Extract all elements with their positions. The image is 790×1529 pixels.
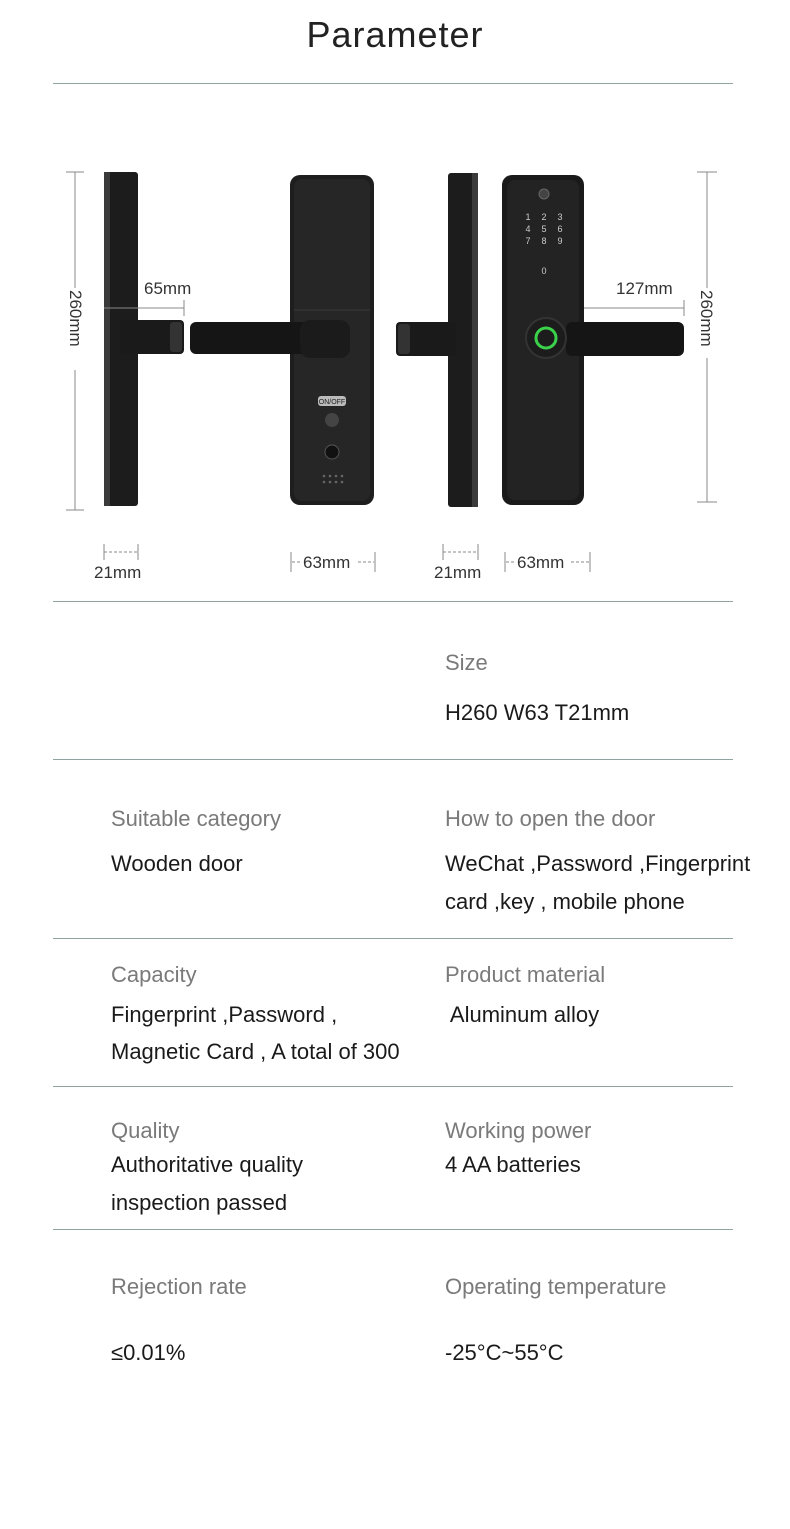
- temperature-label: Operating temperature: [445, 1274, 667, 1299]
- front-view-panel: [190, 175, 374, 505]
- keypad-digit: 9: [557, 236, 563, 246]
- lock-dimension-diagram: [0, 150, 790, 590]
- quality-line1: Authoritative quality: [111, 1152, 303, 1177]
- keypad-digit: 1: [525, 212, 531, 222]
- quality-label: Quality: [111, 1118, 180, 1143]
- power-value: 4 AA batteries: [445, 1152, 581, 1177]
- category-label: Suitable category: [111, 806, 281, 831]
- width-back-label: 63mm: [517, 553, 565, 572]
- rejection-label: Rejection rate: [111, 1274, 247, 1299]
- material-label: Product material: [445, 962, 606, 987]
- divider: [53, 601, 733, 602]
- divider: [53, 759, 733, 760]
- category-value: Wooden door: [111, 851, 243, 876]
- keypad-digit: 6: [557, 224, 563, 234]
- handle-right-label: 127mm: [616, 279, 673, 298]
- handle-left-label: 65mm: [144, 279, 192, 298]
- size-label: Size: [445, 650, 488, 675]
- keypad-digit: 4: [525, 224, 531, 234]
- temperature-value: -25°C~55°C: [445, 1340, 564, 1365]
- width-front-label: 63mm: [303, 553, 351, 572]
- side-view-right: [396, 173, 478, 507]
- divider: [53, 938, 733, 939]
- size-value: H260 W63 T21mm: [445, 700, 630, 725]
- quality-line2: inspection passed: [111, 1190, 288, 1215]
- keypad-digit: 3: [557, 212, 563, 222]
- keypad-digit: 7: [525, 236, 531, 246]
- divider: [53, 83, 733, 84]
- on-off-badge: ON/OFF: [318, 399, 346, 406]
- capacity-line2: Magnetic Card , A total of 300: [111, 1039, 400, 1064]
- keypad-digit: 0: [541, 266, 547, 276]
- side-view-left: [104, 172, 184, 506]
- material-value: Aluminum alloy: [445, 1002, 600, 1027]
- power-label: Working power: [445, 1118, 592, 1143]
- open-method-label: How to open the door: [445, 806, 656, 831]
- thickness-right-label: 21mm: [434, 563, 482, 582]
- keypad-digit: 8: [541, 236, 547, 246]
- capacity-label: Capacity: [111, 962, 197, 987]
- open-method-line2: card ,key , mobile phone: [445, 889, 685, 914]
- page-title: Parameter: [306, 14, 484, 55]
- keypad-digit: 2: [541, 212, 547, 222]
- divider: [53, 1229, 733, 1230]
- capacity-line1: Fingerprint ,Password ,: [111, 1002, 338, 1027]
- thickness-left-label: 21mm: [94, 563, 142, 582]
- open-method-line1: WeChat ,Password ,Fingerprint: [445, 851, 751, 876]
- height-label-right: 260mm: [697, 290, 716, 347]
- rejection-value: ≤0.01%: [111, 1340, 186, 1365]
- keypad-digit: 5: [541, 224, 547, 234]
- height-label-left: 260mm: [66, 290, 85, 347]
- divider: [53, 1086, 733, 1087]
